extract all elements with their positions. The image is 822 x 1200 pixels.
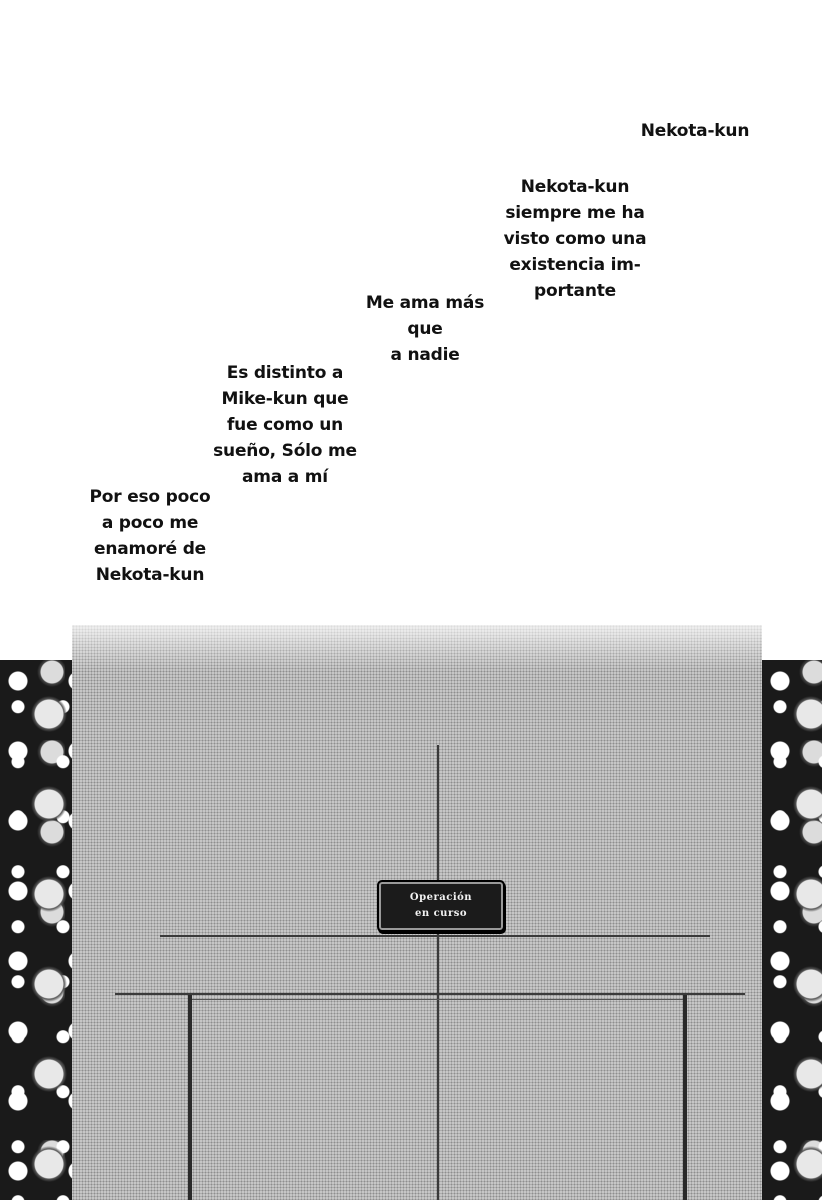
door-frame-top bbox=[115, 993, 745, 995]
caption-line: portante bbox=[534, 281, 616, 301]
caption-line: Es distinto a bbox=[226, 363, 344, 383]
caption-line: Mike-kun que bbox=[221, 389, 349, 409]
caption-line: sueño, Sólo me bbox=[213, 441, 357, 461]
caption-line: enamoré de bbox=[93, 539, 207, 559]
caption-line: ama a mí bbox=[242, 467, 328, 487]
caption-line: a poco me bbox=[101, 513, 199, 533]
door-inner-top bbox=[192, 999, 683, 1000]
narration-caption bbox=[600, 118, 790, 144]
bubble-pattern-left bbox=[0, 660, 72, 1200]
operation-sign bbox=[377, 880, 505, 932]
narration-caption bbox=[70, 484, 230, 588]
narration-caption bbox=[205, 360, 365, 490]
caption-line: Nekota-kun bbox=[520, 177, 630, 197]
sign-line-2: en curso bbox=[414, 908, 468, 919]
caption-line: que bbox=[407, 319, 443, 339]
caption-line: Por eso poco bbox=[89, 487, 211, 507]
caption-line: siempre me ha bbox=[505, 203, 645, 223]
caption-line: Nekota-kun bbox=[95, 565, 205, 585]
caption-line: fue como un bbox=[226, 415, 344, 435]
caption-line: existencia im- bbox=[509, 255, 641, 275]
narration-caption bbox=[490, 174, 660, 304]
caption-line: a nadie bbox=[390, 345, 460, 365]
narration-caption bbox=[345, 290, 505, 368]
caption-line: visto como una bbox=[503, 229, 647, 249]
caption-line: Nekota-kun bbox=[640, 121, 750, 141]
caption-line: Me ama más bbox=[365, 293, 485, 313]
door-seam-line bbox=[437, 745, 439, 1200]
door-right-edge bbox=[683, 995, 687, 1200]
lintel-line bbox=[160, 935, 710, 937]
wall-top-fade bbox=[72, 610, 762, 670]
sign-line-1: Operación bbox=[409, 892, 473, 903]
bubble-pattern-right bbox=[762, 660, 822, 1200]
door-left-edge bbox=[188, 995, 192, 1200]
